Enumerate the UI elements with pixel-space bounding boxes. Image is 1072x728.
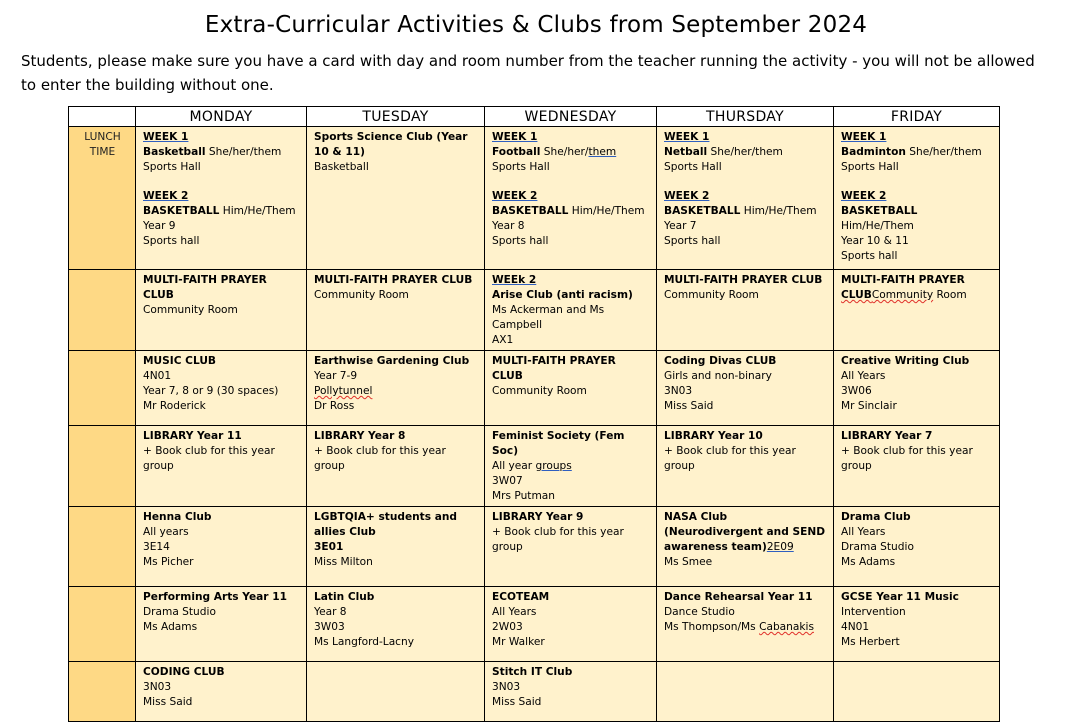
activity-cell-friday <box>834 426 1000 507</box>
activity-cell-friday <box>834 662 1000 722</box>
location: Community <box>871 289 934 301</box>
activity-detail: + Book club for this year group <box>492 526 624 553</box>
pronouns-link: them <box>588 146 617 158</box>
activity-cell-friday <box>834 587 1000 662</box>
activity-name: LIBRARY Year 8 <box>314 430 406 442</box>
pronouns: Him/He/Them <box>568 205 645 217</box>
header-friday: FRIDAY <box>834 107 1000 127</box>
lunch-time-cell <box>69 270 136 351</box>
table-row <box>69 270 1000 351</box>
year-group: Year 9 <box>143 220 176 232</box>
location: Community Room <box>664 289 759 301</box>
activity-name: CODING CLUB <box>143 666 225 678</box>
staff: Mr Sinclair <box>841 400 897 412</box>
year-group: All year <box>492 460 536 472</box>
activity-name: MULTI-FAITH PRAYER <box>841 274 965 286</box>
activity-cell-monday <box>136 662 307 722</box>
pronouns: She/her/them <box>707 146 783 158</box>
activity-detail: + Book club for this year group <box>314 445 446 472</box>
activity-cell-tuesday <box>307 507 485 587</box>
room: 3N03 <box>492 681 521 693</box>
activity-name: LGBTQIA+ students and allies Club <box>314 511 458 538</box>
activity-cell-monday <box>136 507 307 587</box>
location: Community Room <box>143 304 238 316</box>
location: Dance Studio <box>664 606 735 618</box>
year-group: Year 7, 8 or 9 (30 spaces) <box>143 385 279 397</box>
activity-cell-wednesday <box>485 270 657 351</box>
activity-name: MULTI-FAITH PRAYER CLUB <box>492 355 616 382</box>
page-title: Extra-Curricular Activities & Clubs from September 2024 <box>204 12 868 38</box>
activity-name: BASKETBALL <box>664 205 741 217</box>
pronouns: She/her/ <box>540 146 589 158</box>
activities-table <box>68 106 1000 722</box>
room: 2E09 <box>766 541 794 553</box>
header-wednesday: WEDNESDAY <box>485 107 657 127</box>
staff: Mr Roderick <box>143 400 206 412</box>
activity-name: MUSIC CLUB <box>143 355 217 367</box>
activity-cell-monday <box>136 270 307 351</box>
lunch-time-cell <box>69 426 136 507</box>
room: 4N01 <box>143 370 172 382</box>
activity-name: Feminist Society (Fem Soc) <box>492 430 625 457</box>
header-row <box>69 107 1000 127</box>
staff: Ms Ackerman and Ms Campbell <box>492 304 605 331</box>
pronouns: Him/He/Them <box>219 205 296 217</box>
activity-name: Sports Science Club (Year 10 & 11) <box>314 131 468 158</box>
location: Sports Hall <box>664 161 722 173</box>
lunch-time-cell <box>69 662 136 722</box>
room: AX1 <box>492 334 514 346</box>
activity-cell-wednesday <box>485 127 657 270</box>
staff: Ms Adams <box>143 621 198 633</box>
pronouns: Him/He/Them <box>841 220 914 232</box>
activity-cell-thursday <box>657 662 834 722</box>
staff: Ms Picher <box>143 556 194 568</box>
table-row <box>69 507 1000 587</box>
activity-name: Performing Arts Year 11 <box>143 591 287 603</box>
room: 2W03 <box>492 621 523 633</box>
room: 3W03 <box>314 621 345 633</box>
week-label: WEEk 2 <box>492 274 537 286</box>
lunch-time-cell <box>69 507 136 587</box>
activity-cell-thursday <box>657 270 834 351</box>
lunch-time-cell <box>69 351 136 426</box>
room: 3E01 <box>314 541 344 553</box>
activity-cell-monday <box>136 426 307 507</box>
staff: Mr Walker <box>492 636 545 648</box>
week-label: WEEK 1 <box>664 131 710 143</box>
pronouns: She/her/them <box>905 146 982 158</box>
activity-name: Badminton <box>841 146 906 158</box>
header-blank-cell <box>69 107 136 127</box>
activity-cell-monday <box>136 127 307 270</box>
activity-cell-thursday <box>657 351 834 426</box>
staff: Miss Said <box>143 696 193 708</box>
table-row <box>69 587 1000 662</box>
activity-cell-tuesday <box>307 587 485 662</box>
week-label: WEEK 2 <box>841 190 887 202</box>
activity-name: Drama Club <box>841 511 911 523</box>
table-row <box>69 662 1000 722</box>
week-label: WEEK 1 <box>492 131 538 143</box>
room: 3N03 <box>143 681 172 693</box>
location: Drama Studio <box>143 606 216 618</box>
intro-text: Students, please make sure you have a card with day and room number from the teacher running the activity - you will not be allowed to enter the building without one. <box>21 52 1035 94</box>
activity-name: LIBRARY Year 10 <box>664 430 763 442</box>
year-group: Year 7-9 <box>314 370 358 382</box>
table-row <box>69 127 1000 270</box>
activity-name: Henna Club <box>143 511 212 523</box>
activity-name: LIBRARY Year 11 <box>143 430 242 442</box>
activity-name: Latin Club <box>314 591 375 603</box>
activity-cell-wednesday <box>485 662 657 722</box>
activity-name: MULTI-FAITH PRAYER CLUB <box>664 274 823 286</box>
location: Sports hall <box>143 235 200 247</box>
activity-name: MULTI-FAITH PRAYER CLUB <box>143 274 267 301</box>
activity-detail: + Book club for this year group <box>841 445 973 472</box>
staff: Ms Herbert <box>841 636 900 648</box>
activity-cell-friday <box>834 270 1000 351</box>
room: 3E14 <box>143 541 170 553</box>
year-group-cont: groups <box>535 460 572 472</box>
activity-detail: Intervention <box>841 606 906 618</box>
activity-cell-wednesday <box>485 587 657 662</box>
staff: Miss Said <box>492 696 542 708</box>
week-label: WEEK 1 <box>841 131 887 143</box>
location-cont: Room <box>933 289 967 301</box>
year-group: Year 8 <box>492 220 525 232</box>
week-label: WEEK 2 <box>492 190 538 202</box>
activity-cell-tuesday <box>307 127 485 270</box>
activity-name: GCSE Year 11 Music <box>841 591 959 603</box>
activity-name: Coding Divas CLUB <box>664 355 777 367</box>
staff: Miss Said <box>664 400 714 412</box>
activity-detail: Basketball <box>314 161 369 173</box>
table-row <box>69 351 1000 426</box>
staff: Ms Langford-Lacny <box>314 636 414 648</box>
activity-name: BASKETBALL <box>492 205 569 217</box>
activity-cell-friday <box>834 127 1000 270</box>
activity-cell-friday <box>834 351 1000 426</box>
week-label: WEEK 2 <box>664 190 710 202</box>
activity-cell-tuesday <box>307 270 485 351</box>
header-monday: MONDAY <box>136 107 307 127</box>
activity-cell-wednesday <box>485 351 657 426</box>
activity-name: NASA Club (Neurodivergent and SEND awareness team) <box>664 511 826 553</box>
year-group: All Years <box>841 526 886 538</box>
staff-cont: Cabanakis <box>759 621 814 633</box>
pronouns: She/her/them <box>205 146 282 158</box>
location: Drama Studio <box>841 541 914 553</box>
lunch-time-cell <box>69 127 136 270</box>
location: Community Room <box>492 385 587 397</box>
room: 3W07 <box>492 475 523 487</box>
activity-cell-tuesday <box>307 351 485 426</box>
year-group: All Years <box>492 606 537 618</box>
activity-cell-monday <box>136 587 307 662</box>
activity-name: Dance Rehearsal Year 11 <box>664 591 813 603</box>
year-group: Year 10 & 11 <box>841 235 909 247</box>
location: Sports Hall <box>841 161 899 173</box>
activity-name: Earthwise Gardening Club <box>314 355 470 367</box>
activity-name: ECOTEAM <box>492 591 550 603</box>
location: Community Room <box>314 289 409 301</box>
time-label: TIME <box>89 146 116 158</box>
location: Sports Hall <box>492 161 550 173</box>
audience: Girls and non-binary <box>664 370 772 382</box>
year-group: Year 7 <box>664 220 697 232</box>
location: Sports hall <box>664 235 721 247</box>
activity-cell-thursday <box>657 426 834 507</box>
lunch-time-cell <box>69 587 136 662</box>
staff: Mrs Putman <box>492 490 555 502</box>
activity-name: Creative Writing Club <box>841 355 970 367</box>
activity-name: BASKETBALL <box>841 205 918 217</box>
week-label: WEEK 1 <box>143 131 189 143</box>
location: Sports hall <box>841 250 898 262</box>
header-tuesday: TUESDAY <box>307 107 485 127</box>
year-group: Year 8 <box>314 606 347 618</box>
activity-detail: + Book club for this year group <box>664 445 796 472</box>
staff: Ms Adams <box>841 556 896 568</box>
activity-name: LIBRARY Year 9 <box>492 511 584 523</box>
year-group: All years <box>143 526 189 538</box>
activity-cell-thursday <box>657 587 834 662</box>
table-row <box>69 426 1000 507</box>
year-group: All Years <box>841 370 886 382</box>
activity-cell-thursday <box>657 127 834 270</box>
activity-name: MULTI-FAITH PRAYER CLUB <box>314 274 473 286</box>
activity-name-cont: CLUB <box>841 289 872 301</box>
activity-name: LIBRARY Year 7 <box>841 430 933 442</box>
activity-name: Basketball <box>143 146 206 158</box>
room: 3W06 <box>841 385 872 397</box>
staff: Miss Milton <box>314 556 373 568</box>
staff: Ms Thompson/Ms <box>664 621 760 633</box>
activity-cell-wednesday <box>485 507 657 587</box>
pronouns: Him/He/Them <box>740 205 817 217</box>
activity-name: Stitch IT Club <box>492 666 573 678</box>
staff: Ms Smee <box>664 556 713 568</box>
location: Sports Hall <box>143 161 201 173</box>
room: 4N01 <box>841 621 870 633</box>
activity-cell-friday <box>834 507 1000 587</box>
header-thursday: THURSDAY <box>657 107 834 127</box>
activity-cell-tuesday <box>307 426 485 507</box>
activity-cell-tuesday <box>307 662 485 722</box>
activity-cell-monday <box>136 351 307 426</box>
activity-name: Arise Club (anti racism) <box>492 289 633 301</box>
location: Pollytunnel <box>314 385 373 397</box>
activity-name: BASKETBALL <box>143 205 220 217</box>
activity-name: Football <box>492 146 541 158</box>
week-label: WEEK 2 <box>143 190 189 202</box>
location: Sports hall <box>492 235 549 247</box>
lunch-label: LUNCH <box>84 131 121 143</box>
activity-name: Netball <box>664 146 708 158</box>
activity-cell-wednesday <box>485 426 657 507</box>
room: 3N03 <box>664 385 693 397</box>
activity-detail: + Book club for this year group <box>143 445 275 472</box>
activity-cell-thursday <box>657 507 834 587</box>
staff: Dr Ross <box>314 400 355 412</box>
